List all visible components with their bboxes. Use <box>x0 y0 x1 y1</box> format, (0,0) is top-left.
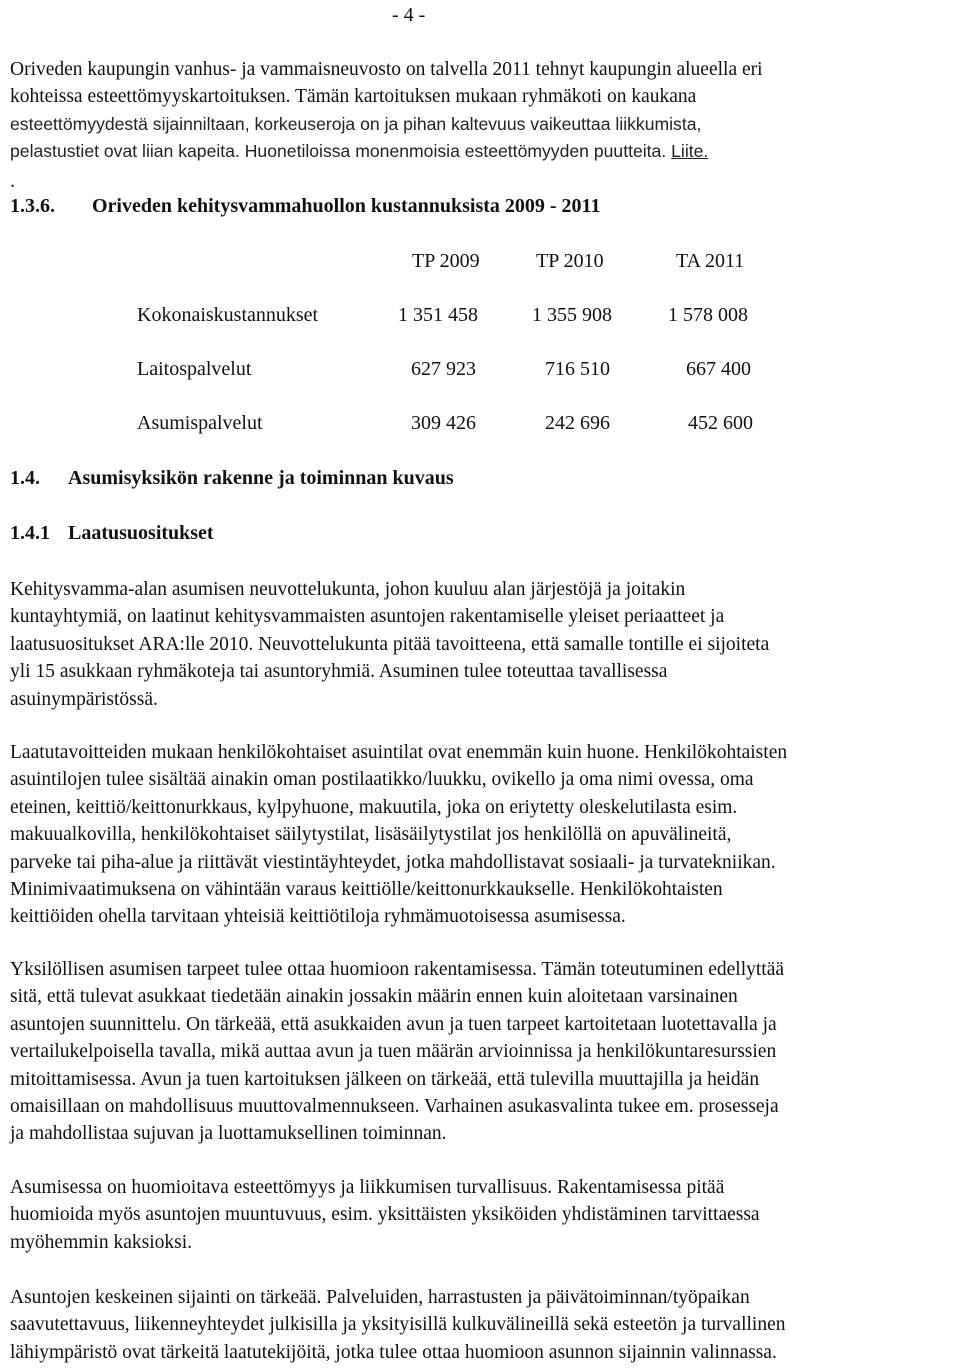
text-line: sitä, että tulevat asukkaat tiedetään ainakin jossakin määrin ennen kuin aloitetaan varsinainen <box>10 986 738 1008</box>
section-title: Asumisyksikön rakenne ja toiminnan kuvaus <box>68 467 454 489</box>
table-cell: 1 351 458 <box>398 304 478 326</box>
body-paragraph <box>10 576 955 713</box>
section-number: 1.3.6. <box>10 195 55 217</box>
text-line: eteinen, keittiö/keittonurkkaus, kylpyhuone, makuutila, joka on eriytetty oleskelutilasta esim. <box>10 796 738 818</box>
text-line: Laatutavoitteiden mukaan henkilökohtaiset asuintilat ovat enemmän kuin huone. Henkilökohtaisten <box>10 742 788 763</box>
text-line: makuualkovilla, henkilökohtaiset säilytystilat, lisäsäilytystilat jos henkilöllä on apuvälineitä, <box>10 824 732 846</box>
column-header: TP 2009 <box>412 250 480 272</box>
row-label: Kokonaiskustannukset <box>137 304 319 326</box>
text-line: asuintilojen tulee sisältää ainakin oman postilaatikko/luukku, ovikello ja oma nimi ovessa, oma <box>10 769 754 791</box>
text-line: omaisillaan on mahdollisuus muuttovalmennukseen. Varhainen asukasvalinta tukee em. prosesseja <box>10 1096 779 1118</box>
text-line: Asuntojen keskeinen sijainti on tärkeää. Palveluiden, harrastusten ja päivätoiminnan/työpaikan <box>10 1287 750 1308</box>
text-line: kohteissa esteettömyyskartoituksen. Tämän kartoituksen mukaan ryhmäkoti on kaukana <box>10 86 697 108</box>
table-cell: 667 400 <box>686 358 751 380</box>
table-cell: 452 600 <box>688 412 753 434</box>
text-line: asuntojen suunnittelu. On tärkeää, että asukkaiden avun ja tuen tarpeet kartoitetaan luotettavalla ja <box>10 1013 777 1035</box>
text-line: Oriveden kaupungin vanhus- ja vammaisneuvosto on talvella 2011 tehnyt kaupungin alueella eri <box>10 59 763 80</box>
text-line-with-link <box>10 138 955 165</box>
text-line: keittiöiden ohella tarvitaan yhteisiä keittiötiloja ryhmämuotoisessa asumisessa. <box>10 906 626 928</box>
body-paragraph <box>10 956 955 1148</box>
text-line: kuntayhtymiä, on laatinut kehitysvammaisten asuntojen rakentamiselle yleiset periaatteet ja <box>10 606 725 628</box>
attachment-link[interactable]: Liite. <box>671 141 709 162</box>
column-header: TA 2011 <box>676 250 745 272</box>
section-title: Laatusuositukset <box>68 522 214 544</box>
intro-paragraph <box>10 56 955 166</box>
text-line: asuinympäristössä. <box>10 688 158 710</box>
text-line: myöhemmin kaksioksi. <box>10 1231 192 1253</box>
text-line: Kehitysvamma-alan asumisen neuvottelukunta, johon kuuluu alan järjestöjä ja joitakin <box>10 579 686 600</box>
table-cell: 1 578 008 <box>668 304 748 326</box>
section-heading-1-4-1 <box>10 522 214 545</box>
section-number: 1.4.1 <box>10 522 50 544</box>
body-paragraph <box>10 739 955 931</box>
text-line: lähiympäristö ovat tärkeitä laatutekijöitä, jotka tulee ottaa huomioon asunnon sijainnin valinnassa. <box>10 1341 777 1363</box>
text-line: mitoittamisessa. Avun ja tuen kartoituksen jälkeen on tärkeää, että tulevilla muuttajilla ja heidän <box>10 1068 760 1090</box>
table-cell: 309 426 <box>411 412 476 434</box>
body-paragraph <box>10 1174 955 1256</box>
text-line: saavutettavuus, liikenneyhteydet julkisilla ja yksityisillä kulkuvälineillä sekä esteetön ja turvallinen <box>10 1314 786 1336</box>
text-line: esteettömyydestä sijainniltaan, korkeuseroja on ja pihan kaltevuus vaikeuttaa liikkumista, <box>10 113 702 134</box>
column-header: TP 2010 <box>536 250 604 272</box>
text-line: parveke tai piha-alue ja riittävät viestintäyhteydet, jotka mahdollistavat sosiaali- ja turvatekniikan. <box>10 851 776 873</box>
page-number: - 4 - <box>392 4 426 26</box>
text-line: yli 15 asukkaan ryhmäkoteja tai asuntoryhmiä. Asuminen tulee toteuttaa tavallisessa <box>10 661 668 683</box>
text-line: Minimivaatimuksena on vähintään varaus keittiölle/keittonurkkaukselle. Henkilökohtaisten <box>10 879 723 901</box>
table-cell: 1 355 908 <box>532 304 612 326</box>
table-cell: 627 923 <box>411 358 476 380</box>
row-label: Asumispalvelut <box>137 412 263 434</box>
stray-dot: . <box>10 170 15 192</box>
text-line: vertailukelpoisella tavalla, mikä auttaa avun ja tuen määrän arvioinnissa ja henkilökuntaresurssien <box>10 1041 777 1063</box>
section-heading-1-4 <box>10 467 454 490</box>
text-line: huomioida myös asuntojen muuntuvuus, esim. yksittäisten yksiköiden yhdistäminen tarvittaessa <box>10 1204 760 1226</box>
text-line: ja mahdollistaa sujuvan ja luottamuksellinen toiminnan. <box>10 1123 447 1145</box>
section-title: Oriveden kehitysvammahuollon kustannuksista 2009 - 2011 <box>92 195 601 217</box>
text-segment: pelastustiet ovat liian kapeita. Huonetiloissa monenmoisia esteettömyyden puutteita. <box>10 141 667 162</box>
row-label: Laitospalvelut <box>137 358 252 380</box>
table-cell: 242 696 <box>545 412 610 434</box>
section-heading-1-3-6 <box>10 195 600 218</box>
table-cell: 716 510 <box>545 358 610 380</box>
text-line: Asumisessa on huomioitava esteettömyys ja liikkumisen turvallisuus. Rakentamisessa pitää <box>10 1177 725 1198</box>
text-line: laatusuositukset ARA:lle 2010. Neuvottelukunta pitää tavoitteena, että samalle tontille ei sijoiteta <box>10 633 770 655</box>
text-line: Yksilöllisen asumisen tarpeet tulee ottaa huomioon rakentamisessa. Tämän toteutuminen edellyttää <box>10 959 785 980</box>
body-paragraph <box>10 1284 955 1366</box>
section-number: 1.4. <box>10 467 40 489</box>
